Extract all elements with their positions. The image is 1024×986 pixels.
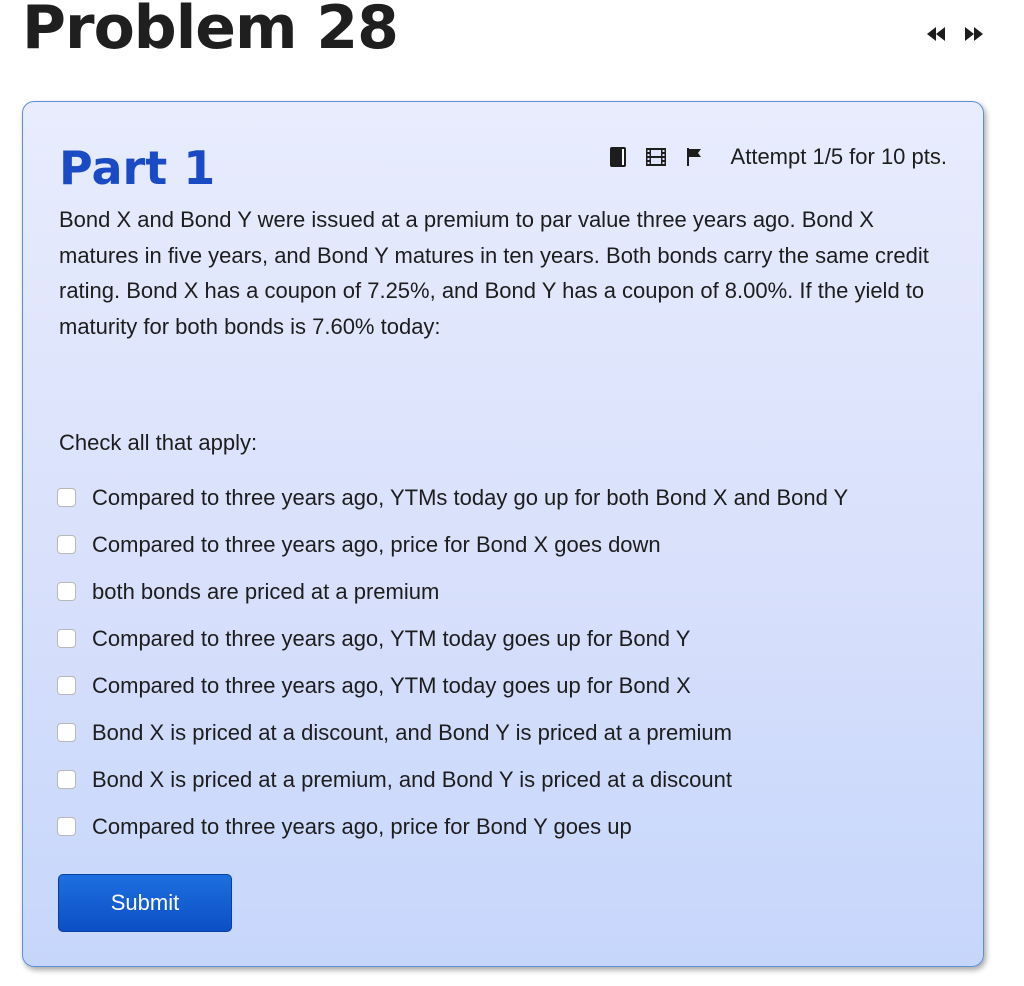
- option-checkbox[interactable]: [57, 770, 76, 789]
- option-checkbox[interactable]: [57, 676, 76, 695]
- answer-option[interactable]: [57, 662, 848, 709]
- option-label: Compared to three years ago, YTMs today go up for both Bond X and Bond Y: [92, 484, 849, 510]
- flag-icon[interactable]: [683, 145, 705, 169]
- rewind-icon[interactable]: [926, 24, 946, 44]
- part-card: [22, 101, 984, 967]
- question-text: Bond X and Bond Y were issued at a premium to par value three years ago. Bond X matures in five years, and Bond Y matures in ten years. Both bonds carry the same credit rating. Bond X has a coupon of 7.25%, and Bond Y has a coupon of 8.00%. If the yield to maturity for both bonds is 7.60% today:: [59, 207, 929, 339]
- part-title: Part 1: [59, 141, 216, 195]
- option-label: Bond X is priced at a discount, and Bond Y is priced at a premium: [92, 719, 732, 745]
- option-checkbox[interactable]: [57, 723, 76, 742]
- film-icon[interactable]: [645, 145, 667, 169]
- problem-navigation: [926, 24, 984, 44]
- book-icon[interactable]: [607, 145, 629, 169]
- option-label: Compared to three years ago, price for Bond X goes down: [92, 531, 661, 557]
- option-label: Compared to three years ago, YTM today goes up for Bond Y: [92, 625, 691, 651]
- option-label: Compared to three years ago, price for Bond Y goes up: [92, 813, 632, 839]
- attempt-info: Attempt 1/5 for 10 pts.: [730, 144, 947, 169]
- answer-option[interactable]: [57, 474, 848, 521]
- option-checkbox[interactable]: [57, 629, 76, 648]
- submit-button[interactable]: Submit: [58, 874, 232, 932]
- fast-forward-icon[interactable]: [964, 24, 984, 44]
- answer-option[interactable]: [57, 521, 848, 568]
- answer-option[interactable]: [57, 803, 848, 850]
- answer-option[interactable]: [57, 568, 848, 615]
- check-all-label: Check all that apply:: [59, 430, 258, 455]
- option-checkbox[interactable]: [57, 488, 76, 507]
- answer-option[interactable]: [57, 709, 848, 756]
- part-toolbar: [607, 144, 947, 170]
- option-label: Bond X is priced at a premium, and Bond Y is priced at a discount: [92, 766, 732, 792]
- option-label: both bonds are priced at a premium: [92, 578, 440, 604]
- option-checkbox[interactable]: [57, 817, 76, 836]
- option-checkbox[interactable]: [57, 535, 76, 554]
- option-label: Compared to three years ago, YTM today goes up for Bond X: [92, 672, 691, 698]
- answer-option[interactable]: [57, 615, 848, 662]
- option-checkbox[interactable]: [57, 582, 76, 601]
- answer-options: [57, 474, 848, 850]
- answer-option[interactable]: [57, 756, 848, 803]
- problem-title: Problem 28: [22, 0, 398, 63]
